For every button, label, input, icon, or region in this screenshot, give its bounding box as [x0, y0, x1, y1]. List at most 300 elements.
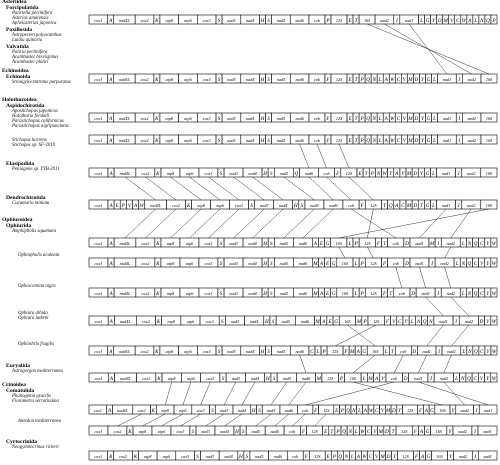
gene-row — [89, 451, 497, 460]
gene-label: G — [426, 76, 431, 83]
gene-label: nad4 — [245, 348, 255, 354]
gene-label: D — [437, 17, 442, 24]
gene-label: K — [186, 202, 191, 209]
order-label: Euryalida — [6, 363, 30, 369]
class-label: Crinoidea — [2, 382, 26, 388]
gene-label: nad5 — [276, 137, 286, 143]
gene-label: cox2 — [140, 17, 149, 23]
gene-label: nad4 — [250, 375, 260, 381]
gene-label: nad4L — [119, 260, 131, 266]
gene-label: L — [420, 17, 424, 24]
gene-label: N — [352, 407, 356, 414]
species-label: Antedon mediterranea — [18, 419, 62, 424]
gene-label: Y — [486, 260, 490, 267]
gene-label: 12S — [370, 202, 377, 208]
gene-label: cox1 — [94, 170, 103, 176]
gene-label: 12S — [370, 260, 377, 266]
gene-label: Y — [421, 137, 424, 144]
gene-label: D — [479, 318, 484, 325]
gene-label: L — [455, 375, 459, 382]
gene-label: M — [408, 76, 413, 83]
gene-label: cox2 — [119, 453, 128, 459]
gene-label: nad4 — [245, 137, 255, 143]
rearrangement-connector — [180, 414, 200, 426]
gene-label: W — [362, 453, 367, 460]
gene-label: cob — [313, 137, 321, 143]
gene-label: 12S — [364, 240, 371, 246]
gene-label: C — [473, 375, 477, 382]
gene-label: 12S — [406, 407, 414, 413]
gene-label: G — [426, 453, 431, 460]
gene-label: nad6 — [329, 202, 338, 208]
gene-label: nad6 — [295, 115, 304, 121]
gene-label: V — [401, 170, 405, 177]
rearrangement-connector — [317, 144, 327, 168]
gene-row — [89, 258, 497, 267]
gene-label: nad5 — [279, 170, 288, 176]
gene-label: D — [414, 115, 419, 122]
gene-label: atp6 — [157, 428, 166, 434]
gene-label: S — [300, 202, 304, 209]
gene-label: 16S — [341, 260, 349, 266]
gene-label: cox1 — [94, 240, 103, 246]
gene-label: 16S — [439, 407, 446, 413]
gene-label: cob — [398, 290, 405, 296]
species-label: Ophiocomina nigra — [18, 284, 56, 289]
gene-label: 12S — [345, 170, 353, 176]
gene-label: M — [406, 170, 412, 177]
gene-label: M — [313, 290, 318, 297]
gene-label: P — [339, 375, 344, 382]
gene-label: T — [364, 170, 368, 177]
gene-label: E — [319, 240, 324, 247]
gene-label: cob — [400, 348, 407, 354]
gene-label: L — [410, 318, 414, 325]
gene-label: A — [424, 407, 428, 414]
gene-label: nad4 — [248, 290, 257, 296]
gene-label: T — [393, 453, 396, 460]
gene-label: G — [334, 318, 339, 325]
order-label: Dendrochirotida — [6, 195, 46, 201]
gene-label: Y — [421, 115, 424, 122]
gene-label: nad2 — [464, 318, 474, 324]
gene-label: I — [474, 428, 476, 435]
gene-label: cob — [391, 375, 398, 381]
gene-label: S — [219, 260, 223, 267]
gene-label: N — [467, 290, 472, 297]
gene-label: cox1 — [94, 202, 103, 208]
gene-label: 12S — [335, 76, 343, 82]
rearrangement-connector — [242, 382, 255, 405]
gene-label: cox1 — [94, 137, 103, 143]
rearrangement-connector — [367, 24, 489, 74]
gene-label: nad1 — [415, 240, 424, 246]
gene-label: P — [360, 137, 364, 144]
gene-label: 12S — [314, 453, 321, 459]
gene-label: M — [316, 375, 321, 382]
gene-label: nad4 — [248, 240, 257, 246]
gene-label: D — [386, 453, 391, 460]
gene-label: N — [372, 115, 376, 122]
gene-label: N — [461, 375, 465, 382]
gene-label: V — [374, 453, 379, 460]
gene-label: M — [349, 348, 355, 355]
gene-label: N — [461, 260, 466, 267]
gene-label: N — [467, 240, 472, 247]
gene-label: cox3 — [205, 318, 214, 324]
rearrangement-connector — [444, 382, 465, 405]
gene-label: atp8 — [166, 260, 175, 266]
gene-label: A — [395, 202, 399, 209]
gene-label: W — [390, 76, 395, 83]
gene-label: L — [432, 170, 436, 177]
gene-label: nad3 — [229, 260, 238, 266]
gene-label: nad3 — [229, 290, 238, 296]
gene-label: K — [151, 407, 156, 414]
gene-label: cox1 — [94, 17, 103, 23]
gene-label: L — [354, 290, 358, 297]
gene-label: cox2 — [140, 348, 149, 354]
rearrangement-connector — [271, 382, 287, 405]
gene-label: Y — [449, 453, 453, 460]
gene-label: F — [383, 260, 387, 267]
gene-label: atp6 — [216, 202, 224, 208]
gene-label: nad3 — [201, 428, 210, 434]
gene-label: C — [375, 407, 379, 414]
species-label: Strongylocentrotus purpuratus — [12, 80, 71, 85]
gene-label: nad2 — [467, 76, 476, 82]
gene-label: nad5 — [276, 348, 286, 354]
gene-label: nad3 — [227, 137, 236, 143]
gene-label: L — [455, 260, 459, 267]
species-label: Stichopus horrens — [12, 138, 47, 143]
rearrangement-connector — [125, 177, 156, 200]
gene-label: 16S — [349, 375, 357, 381]
gene-label: nad4L — [119, 170, 131, 176]
rearrangement-connector — [445, 247, 451, 258]
gene-label: nad6 — [295, 348, 304, 354]
species-label: Patiriella pectinifera — [12, 11, 53, 16]
species-label: Peniagone sp. YYB-2011 — [12, 167, 60, 172]
species-label: Stichopus sp. SF-2010 — [12, 143, 56, 148]
rearrangement-connector — [396, 267, 402, 288]
gene-label: S — [219, 290, 223, 297]
gene-label: nad6 — [298, 260, 307, 266]
gene-label: F — [304, 453, 308, 460]
gene-label: W — [491, 375, 497, 382]
gene-label: P — [340, 407, 344, 414]
gene-label: C — [310, 348, 314, 355]
gene-label: nad4 — [249, 318, 259, 324]
gene-label: A — [109, 348, 113, 355]
gene-label: P — [354, 240, 358, 247]
gene-label: F — [326, 137, 330, 144]
gene-label: 16S — [344, 318, 351, 324]
gene-label: C — [456, 17, 460, 24]
gene-label: P — [492, 17, 496, 24]
gene-label: nad4 — [248, 260, 257, 266]
gene-label: V — [480, 260, 484, 267]
gene-label: S — [269, 170, 273, 177]
gene-label: A — [319, 260, 324, 267]
gene-label: atp6 — [184, 17, 192, 23]
gene-label: T — [354, 137, 358, 144]
gene-label: cox2 — [140, 137, 149, 143]
gene-label: nad2 — [439, 375, 449, 381]
gene-label: Y — [448, 428, 452, 435]
gene-label: W — [491, 290, 497, 297]
class-label: Echinoidea — [2, 68, 29, 74]
gene-label: cox3 — [202, 76, 211, 82]
gene-label: nad2 — [446, 290, 455, 296]
rearrangement-connector — [347, 325, 375, 346]
gene-label: cox3 — [202, 115, 211, 121]
gene-label: 12S — [402, 453, 409, 459]
gene-label: cox3 — [196, 407, 205, 413]
gene-label: nad1 — [441, 170, 451, 176]
gene-label: atp8 — [166, 290, 175, 296]
rearrangement-connector — [420, 209, 447, 238]
gene-label: nad1 — [415, 260, 424, 266]
gene-row — [89, 373, 497, 382]
gene-label: 16S — [435, 428, 442, 434]
gene-label: nad6 — [273, 453, 283, 459]
gene-label: Y — [486, 375, 490, 382]
gene-label: V — [402, 137, 406, 144]
gene-label: D — [385, 428, 389, 435]
gene-label: G — [331, 260, 336, 267]
gene-label: cox3 — [176, 428, 185, 434]
gene-label: Y — [419, 170, 423, 177]
gene-label: E — [358, 170, 362, 177]
gene-label: cox2 — [113, 428, 122, 434]
gene-label: Q — [366, 76, 371, 83]
gene-label: T — [354, 115, 358, 122]
rearrangement-connector — [309, 177, 334, 200]
gene-label: atp8 — [138, 428, 147, 434]
rearrangement-connector — [234, 209, 265, 238]
gene-label: nad5 — [276, 17, 286, 23]
gene-label: H — [263, 240, 268, 247]
gene-label: nad4L — [119, 115, 130, 121]
gene-label: atp6 — [184, 348, 192, 354]
gene-label: A — [109, 202, 113, 209]
gene-label: A — [322, 318, 326, 325]
gene-label: atp8 — [165, 348, 173, 354]
order-label: Forcipulatida — [6, 5, 39, 11]
gene-label: I — [458, 115, 461, 122]
gene-label: nad3 — [230, 318, 240, 324]
gene-label: cox3 — [181, 453, 190, 459]
gene-label: C — [473, 260, 478, 267]
gene-label: L — [433, 76, 436, 83]
rearrangement-connector — [335, 325, 376, 346]
gene-label: W — [461, 17, 466, 24]
gene-label: cob — [313, 76, 321, 82]
gene-label: D — [405, 260, 409, 267]
gene-label: L — [384, 348, 388, 355]
gene-label: L — [350, 453, 354, 460]
gene-label: nad1 — [483, 453, 492, 459]
gene-label: N — [348, 428, 352, 435]
gene-label: nad6 — [298, 290, 307, 296]
gene-label: S — [211, 407, 214, 414]
order-label: Cyrtocrinida — [6, 439, 38, 445]
gene-label: N — [372, 76, 376, 83]
rearrangement-connector — [145, 209, 176, 238]
gene-label: atp8 — [165, 17, 173, 23]
gene-label: N — [372, 137, 376, 144]
gene-label: L — [378, 137, 382, 144]
gene-label: A — [313, 240, 317, 247]
gene-label: atp6 — [185, 240, 194, 246]
gene-label: 12S — [335, 17, 343, 23]
gene-label: cox3 — [204, 290, 213, 296]
gene-label: S — [267, 115, 270, 122]
gene-label: S — [219, 240, 223, 247]
gene-label: V — [402, 115, 406, 122]
gene-label: atp6 — [185, 170, 194, 176]
rearrangement-connector — [161, 414, 182, 426]
gene-label: nad4L — [119, 290, 131, 296]
gene-label: S — [271, 318, 275, 325]
rearrangement-connector — [284, 177, 315, 200]
gene-label: cox3 — [202, 348, 211, 354]
gene-label: K — [156, 318, 161, 325]
class-label: Ophiuroidea — [2, 217, 33, 223]
gene-label: W — [390, 115, 395, 122]
gene-label: H — [263, 260, 268, 267]
gene-label: A — [109, 170, 113, 177]
gene-label: K — [155, 137, 159, 144]
gene-label: cob — [313, 17, 321, 23]
gene-label: nad1 — [442, 76, 452, 82]
gene-label: W — [390, 137, 395, 144]
rearrangement-connector — [125, 209, 156, 238]
gene-label: A — [109, 115, 113, 122]
gene-label: K — [156, 240, 160, 247]
gene-row — [89, 405, 497, 414]
gene-label: atp6 — [162, 453, 171, 459]
gene-label: A — [384, 76, 388, 83]
gene-label: E — [348, 76, 352, 83]
gene-label: D — [413, 170, 418, 177]
gene-label: I — [457, 170, 460, 177]
gene-label: T — [330, 428, 334, 435]
gene-label: F — [301, 428, 305, 435]
gene-row — [89, 426, 497, 435]
gene-label: T — [383, 202, 387, 209]
gene-label: S — [217, 115, 221, 122]
gene-label: cox3 — [202, 17, 211, 23]
gene-label: nad5 — [276, 76, 286, 82]
gene-label: cob — [292, 453, 299, 459]
gene-label: D — [413, 202, 418, 209]
gene-label: nad2 — [458, 453, 468, 459]
gene-label: H — [293, 202, 298, 209]
gene-label: 16S — [485, 137, 493, 143]
gene-label: A — [108, 407, 112, 414]
gene-label: N — [468, 348, 472, 355]
species-label: Parastichopus nigripunctatus — [12, 124, 69, 129]
gene-label: 12S — [370, 290, 377, 296]
gene-label: L — [378, 115, 382, 122]
gene-label: nad1 — [421, 290, 430, 296]
gene-label: E — [348, 17, 352, 24]
rearrangement-connector — [451, 297, 469, 316]
gene-label: nad1 — [483, 428, 492, 434]
rearrangement-connector — [256, 414, 271, 426]
rearrangement-connector — [353, 355, 375, 373]
rearrangement-connector — [183, 382, 191, 405]
gene-label: S — [219, 170, 223, 177]
rearrangement-connector — [201, 382, 211, 405]
gene-label: L — [461, 290, 465, 297]
gene-label: Q — [422, 318, 427, 325]
gene-label: H — [235, 428, 239, 435]
rearrangement-connector — [451, 325, 468, 346]
gene-label: A — [109, 240, 113, 247]
gene-label: M — [313, 260, 318, 267]
gene-label: G — [425, 202, 430, 209]
rearrangement-connector — [143, 414, 166, 426]
gene-label: Y — [486, 348, 490, 355]
rearrangement-connector — [234, 177, 265, 200]
gene-label: F — [414, 453, 419, 460]
gene-row — [89, 74, 497, 83]
gene-label: S — [217, 137, 221, 144]
gene-label: nad2 — [467, 137, 476, 143]
gene-label: K — [155, 115, 159, 122]
gene-label: G — [331, 290, 336, 297]
gene-label: 16S — [363, 17, 371, 23]
gene-label: E — [335, 407, 339, 414]
gene-label: H — [263, 290, 268, 297]
gene-label: nad5 — [276, 115, 286, 121]
gene-label: P — [121, 202, 125, 209]
gene-label: I — [395, 17, 398, 24]
gene-label: H — [260, 115, 265, 122]
gene-label: nad4L — [119, 137, 130, 143]
gene-label: D — [414, 76, 419, 83]
gene-label: 12S — [373, 318, 380, 324]
gene-label: 12S — [401, 428, 408, 434]
gene-label: Q — [467, 260, 472, 267]
species-label: Amphipholis squamata — [12, 229, 57, 234]
gene-label: nad6 — [295, 137, 304, 143]
order-label: Paxillosida — [6, 27, 33, 33]
gene-label: M — [380, 453, 385, 460]
rearrangement-connector — [305, 382, 394, 405]
gene-label: L — [354, 428, 358, 435]
gene-label: E — [328, 318, 332, 325]
gene-label: A — [375, 375, 379, 382]
gene-label: 12S — [327, 375, 334, 381]
gene-label: M — [408, 137, 413, 144]
gene-label: cox1 — [94, 375, 103, 381]
rearrangement-connector — [208, 177, 239, 200]
gene-label: T — [383, 240, 387, 247]
species-label: Luidia quinaria — [12, 38, 43, 43]
gene-label: nad2 — [460, 407, 469, 413]
rearrangement-connector — [420, 267, 426, 288]
gene-label: 16S — [485, 202, 493, 208]
gene-label: T — [354, 76, 358, 83]
rearrangement-connector — [367, 209, 373, 238]
gene-label: nad2 — [447, 348, 456, 354]
gene-label: cox2 — [142, 375, 151, 381]
gene-row — [89, 15, 497, 24]
